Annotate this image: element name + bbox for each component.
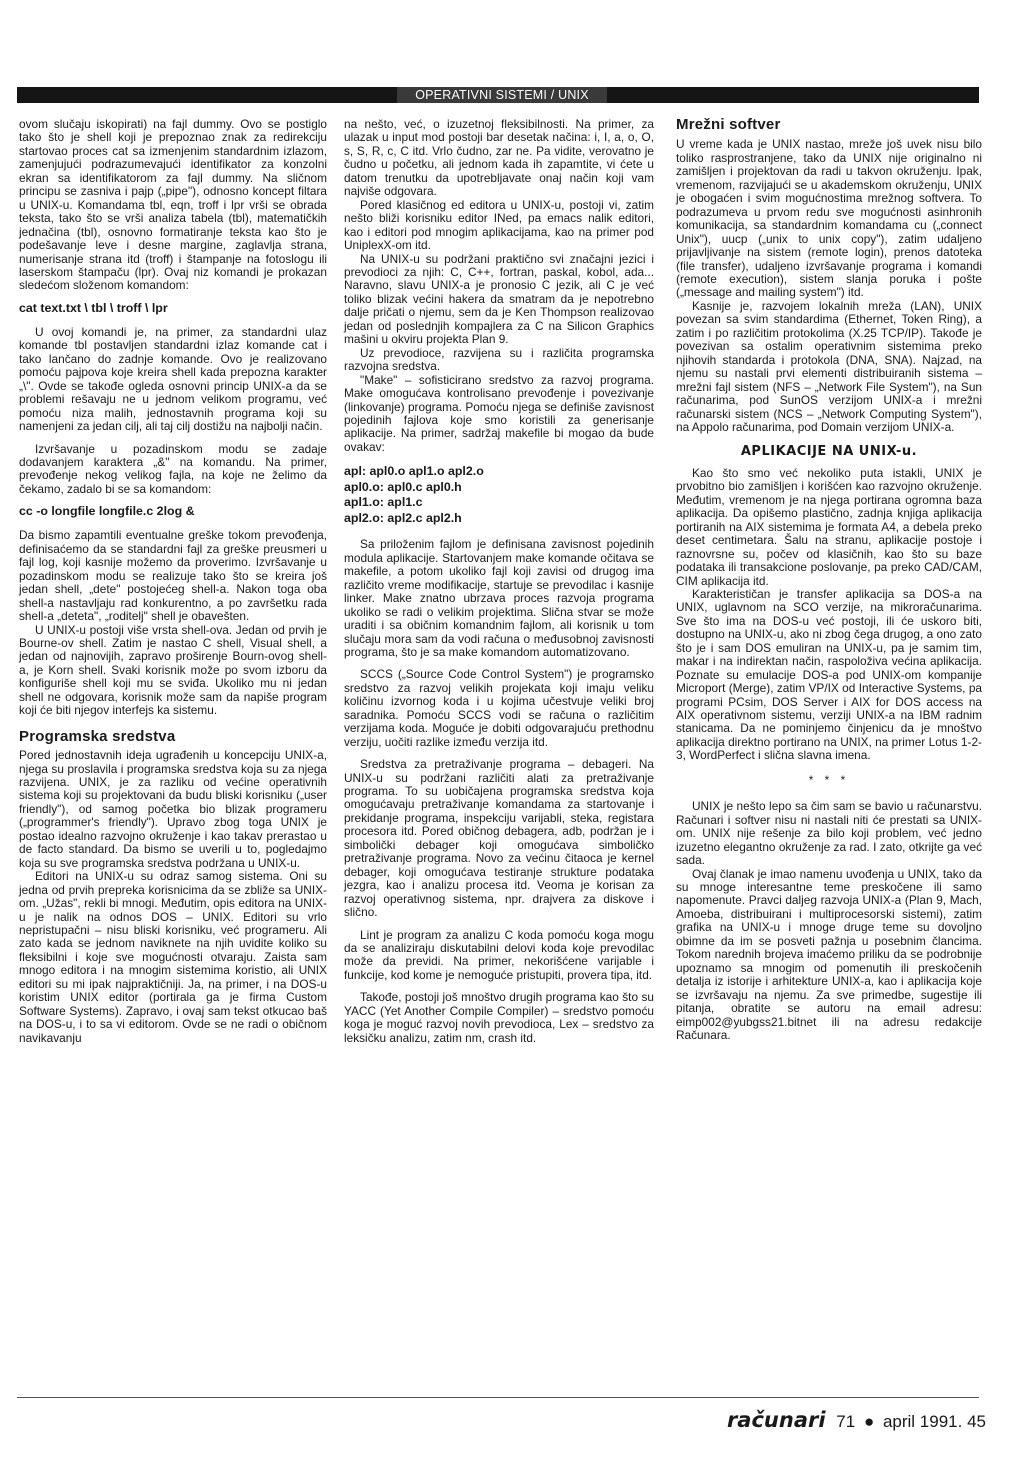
paragraph: Pored jednostavnih ideja ugrađenih u koncepciju UNIX-a, njega su proslavila i programska sredstva koja su za njega razvijena. UNIX, je za razliku od većine operativnih sistema koji su projektovani da budu bliski korisniku („user friendly"), od samog početka bio blizak programeru („programmer's friendly"). Upravo zbog toga UNIX je postao idealno razvojno okruženje i kao takav prerastao u de facto standard. Da bismo se uverili u to, pogledajmo koja su sve programska sredstva podržana u UNIX-u. [19, 748, 327, 870]
makefile-example: apl: apl0.o apl1.o apl2.o apl0.o: apl0.c apl0.h apl1.o: apl1.c apl2.o: apl2.c apl2.h [344, 464, 484, 525]
applications-heading: APLIKACIJE NA UNIX-u. [740, 444, 918, 460]
paragraph: Izvršavanje u pozadinskom modu se zadaje dodavanjem karaktera „&" na komandu. Na primer, prevođenje nekog velikog fajla, na koje ne želimo da čekamo, zadalo bi se sa komandom: [19, 441, 327, 496]
column-1 [19, 118, 327, 1045]
paragraph: Uz prevodioce, razvijena su i različita programska razvojna sredstva. [344, 345, 654, 374]
paragraph: Ovaj članak je imao namenu uvođenja u UNIX, tako da su mnoge interesantne teme preskočene ili samo napomenute. Pravci daljeg razvoja UNIX-a (Plan 9, Mach, Amoeba, distribuirani i multiprocesorski sistemi), zatim grafika na UNIX-u i mnoge druge teme su dovoljno obimne da im se posveti pažnja u posebnim člancima. Tokom narednih brojeva imaćemo priliku da se podrobnije upoznamo sa mnogim od pomenutih ili preskočenih detalja iz istorije i arhitekture UNIX-a, kao i aplikacija koje se izvršavaju na njemu. Za sve primedbe, sugestije ili pitanja, obratite se autoru na email adresu: eimp002@yubgss21.bitnet ili na adresu redakcije Računara. [676, 866, 982, 1042]
bullet-dot: ● [863, 1412, 875, 1431]
paragraph: Sredstva za pretraživanje programa – debageri. Na UNIX-u su podržani različiti alati za pretraživanje programa. To su uobičajena programska sredstva koja omogućavaju pretraživanje komandama za startovanje i prekidanje programa, inspekciju varijabli, steka, registara procesora itd. Pored običnog debagera, adb, podržan je i simbolički debager koji omogućava simboličko pretraživanje programa. Novo za većinu čitaoca je kernel debager, koji omogućava testiranje strukture podataka jezgra, kao i analizu procesa itd. Veoma je korisan za razvoj operativnog sistema, npr. drajvera za diskove i slično. [344, 757, 654, 920]
paragraph: Sa priloženim fajlom je definisana zavisnost pojedinih modula aplikacije. Startovanjem make komande očitava se makefile, a potom ukoliko fajl koji zavisi od drugog ima različito vreme modifikacije, startuje se prevodilac i kasnije linker. Make znatno ubrzava proces razvoja programa ukoliko se radi o velikim projektima. Slična stvar se može uraditi i sa običnim komandnim fajlom, ali korisnik u tom slučaju mora sam da vodi računa o međusobnoj zavisnosti programa, što je sa make komandom automatizovano. [344, 537, 654, 659]
paragraph: Takođe, postoji još mnoštvo drugih programa kao što su YACC (Yet Another Compile Compiler) – sredstvo pomoću koga je moguć razvoj novih prevodioca, Lex – sredstvo za leksičku analizu, zatim nm, crash itd. [344, 990, 654, 1045]
page-footer [727, 1408, 986, 1432]
paragraph: Kasnije je, razvojem lokalnih mreža (LAN), UNIX povezan sa svim standardima (Ethernet, Token Ring), a zatim i po različitim protokolima (X.25 TCP/IP). Takođe je povezivan sa ostalim operativnim sistemima preko njihovih standarda i protokola (DNA, SNA). Najzad, na njemu su nastali prvi elementi distribuiranih sistema – mrežni fajl sistem (NFS – „Network File System"), na Sun računarima, pod SunOS verzijom UNIX-a i mrežni računarski sistem (NCS – „Network Computing System"), na Appolo računarima, pod Domain verzijom UNIX-a. [676, 298, 982, 434]
magazine-logo: računari [726, 1408, 826, 1432]
column-2 [344, 118, 654, 1045]
paragraph: U UNIX-u postoji više vrsta shell-ova. Jedan od prvih je Bourne-ov shell. Zatim je nastao C shell, Visual shell, a jedan od najnovijih, zapravo proširenje Bourn-ovog shell-a, je Korn shell. Svaki korisnik može po svom izboru da konfiguriše shell koji mu se sviđa. Ukoliko mu ni jedan shell ne odgovara, korisnik može sam da napiše program koji će biti njegov interfejs ka sistemu. [19, 622, 327, 718]
issue-number: 71 [836, 1412, 856, 1431]
issue-date: april 1991. [882, 1412, 963, 1431]
footer-rule [17, 1397, 979, 1398]
section-separator: * * * [808, 772, 850, 787]
paragraph: Editori na UNIX-u su odraz samog sistema. Oni su jedna od prvih prepreka korisnicima da se zbliže sa UNIX-om. „Užas", rekli bi mnogi. Međutim, opis editora na UNIX-u je nalik na odnos DOS – UNIX. Editori su vrlo nepristupačni – nisu bliski korisniku, već programeru. Ali zato kada se jednom naviknete na njih uvidite koliko su fleksibilni i koje sve mogućnosti otvaraju. Zaista sam mnogo editora i na mnogim sistemima koristio, ali UNIX editori su mi ipak najpraktičniji. Ja, na primer, i na DOS-u koristim UNIX editor (portirala ga je firma Custom Software Systems). Zapravo, i ovaj sam tekst otkucao baš na DOS-u, i to sa vi editorom. Ovde se ne radi o običnom navikavanju [19, 869, 327, 1045]
paragraph: Karakterističan je transfer aplikacija sa DOS-a na UNIX, uglavnom na SCO verzije, na mikroračunarima. Sve što ima na DOS-u već postoji, ili će uskoro biti, dostupno na UNIX-u, ako ni zbog čega drugog, a ono zato što je i sam DOS emuliran na UNIX-u, pa je samim tim, makar i na indirektan način, raspoloživa većina aplikacija. Poznate su emulacije DOS-a pod UNIX-om kompanije Microport (Merge), zatim VP/IX od Interactive Systems, pa programi PCsim, DOS Server i AIX for DOS access na AIX operativnom sistemu, verziji UNIX-a na IBM radnim stanicama. Da ne pominjemo činjenicu da je mnoštvo aplikacija direktno portirano na UNIX, na primer Lotus 1-2-3, WordPerfect i slična slavna imena. [676, 586, 982, 763]
section-header: OPERATIVNI SISTEMI / UNIX [397, 87, 607, 103]
paragraph: U ovoj komandi je, na primer, za standardni ulaz komande tbl postavljen standardni izlaz komande cat i tako lančano do zadnje komande. Ovo je realizovano pomoću pajpova koje kreira shell kada prepozna karakter „\". Ovde se takođe ogleda osnovni princip UNIX-a da se problemi rešavaju ne u jednom velikom programu, već pomoću niza malih, jednostavnih programa koji su namenjeni za jedan cilj, ali taj cilj dostižu na najbolji način. [19, 324, 327, 434]
page-number: 45 [967, 1412, 986, 1431]
paragraph: Na UNIX-u su podržani praktično svi značajni jezici i prevodioci za njih: C, C++, fortran, paskal, kobol, ada... Naravno, slavu UNIX-a je pronosio C jezik, ali C je već toliko blizak većini hakera da smatram da je nepotrebno dalje pričati o njemu, sem da je Ken Thompson realizovao jedan od poslednjih kompajlera za C na Silicon Graphics mašini u okviru projekta Plan 9. [344, 251, 654, 347]
paragraph: Pored klasičnog ed editora u UNIX-u, postoji vi, zatim nešto bliži korisniku editor INed, pa emacs nalik editori, kao i editori pod mnogim aplikacijama, kao na primer pod UniplexX-om itd. [344, 197, 654, 253]
paragraph: Lint je program za analizu C koda pomoću koga mogu da se analiziraju diskutabilni delovi koda koje prevodilac može da previdi. Na primer, nekorišćene varijable i funkcije, kod kome je nemoguće pristupiti, provera tipa, itd. [344, 927, 654, 982]
paragraph: ovom slučaju iskopirati) na fajl dummy. Ovo se postiglo tako što je shell koji je prepoznao znak za redirekciju startovao proces cat sa izmenjenim standardnim izlazom, zamenjujući podrazumevajući identifikator za konzolni ekran sa identifikatorom za fajl dummy. Na sličnom principu se zasniva i pajp („pipe"), odnosno koncept filtara u UNIX-u. Komandama tbl, eqn, troff i lpr vrši se obrada teksta, tako što se vrši analiza tabela (tbl), matematičkih jednačina (tbl), osnovno formatiranje teksta kao što je podešavanje leve i desne margine, zaglavlja strana, numerisanje strana itd (troff) i štampanje na fotoslogu ili laserskom štampaču (lpr). Ovaj niz komandi je prokazan sledećom složenom komandom: [19, 117, 327, 293]
paragraph: SCCS („Source Code Control System") je programsko sredstvo za razvoj velikih projekata koji imaju veliku količinu izvornog koda i u kojima učestvuje veliki broj saradnika. Pomoću SCCS vodi se računa o različitim verzijama koda. Moguće je dobiti odgovarajuću prethodnu verziju, uočiti razlike između verzija itd. [344, 667, 654, 749]
paragraph: UNIX je nešto lepo sa čim sam se bavio u računarstvu. Računari i softver nisu ni nastali niti će prestati sa UNIX-om. UNIX nije rešenje za bilo koji problem, već jedno izuzetno elegantno okruženje za rad. I zato, otkrijte ga već sada. [676, 799, 982, 868]
paragraph: U vreme kada je UNIX nastao, mreže još uvek nisu bilo toliko rasprostranjene, tako da UNIX nije originalno ni zamišljen i projektovan da radi u takvon okruženju. Ipak, vremenom, razvijajući se u akademskom okruženju, UNIX je obogaćen i svim mogućnostima mrežnog softvera. To podrazumeva u prvom redu sve mogućnosti asinhronih komunikacija, sa standardnim komandama cu („connect Unix"), uucp („unix to unix copy"), zatim udaljeno prijavljivanje na sistem (remote login), prenos datoteka (file transfer), udaljeno izvršavanje programa i komandi (remote execution), sistem slanja poruka i pošte („message and mailing system") itd. [676, 137, 982, 300]
code-example: cat text.txt \ tbl \ troff \ lpr [19, 300, 168, 315]
code-example: cc -o longfile longfile.c 2log & [19, 504, 195, 519]
column-3 [676, 118, 982, 1042]
section-heading: Programska sredstva [19, 727, 176, 745]
paragraph: na nešto, već, o izuzetnoj fleksibilnosti. Na primer, za ulazak u input mod postoji bar desetak načina: i, I, a, o, O, s, S, R, c, C itd. Vrlo čudno, zar ne. Pa vidite, verovatno je čudno u početku, ali jednom kada ih zapamtite, vi ćete u datom trenutku da upotrebljavate onaj način koji vam najviše odgovara. [344, 117, 654, 199]
paragraph: "Make" – sofisticirano sredstvo za razvoj programa. Make omogućava kontrolisano prevođenje i povezivanje (linkovanje) programa. Pomoću njega se definiše zavisnost pojedinih fajlova koje smo koristili za generisanje aplikacije. Na primer, sadržaj makefile bi mogao da bude ovakav: [344, 372, 654, 454]
section-heading: Mrežni softver [676, 116, 781, 133]
paragraph: Kao što smo već nekoliko puta istakli, UNIX je prvobitno bio zamišljen i korišćen kao razvojno okruženje. Međutim, vremenom je na njega portirana ogromna baza aplikacija. Da opišemo plastično, zadnja knjiga aplikacija portiranih na AIX sistemima je formata A4, a debela preko deset centimetara. Šalu na stranu, aplikacije postoje i raznovrsne su, počev od klasičnih, kao što su baze podataka ili transakcione poslovanje, pa preko CAD/CAM, CIM aplikacija itd. [676, 465, 982, 588]
paragraph: Da bismo zapamtili eventualne greške tokom prevođenja, definisaćemo da se standardni fajl za greške preusmeri u fajl log, koji kasnije možemo da proverimo. Izvršavanje u pozadinskom modu se realizuje tako što se kreira još jedan shell, „dete" postojećeg shell-a. Nakon toga oba shell-a nastavljaju rad konkurentno, a po završetku rada shell-a „deteta", „roditelj" shell je obavešten. [19, 528, 327, 624]
